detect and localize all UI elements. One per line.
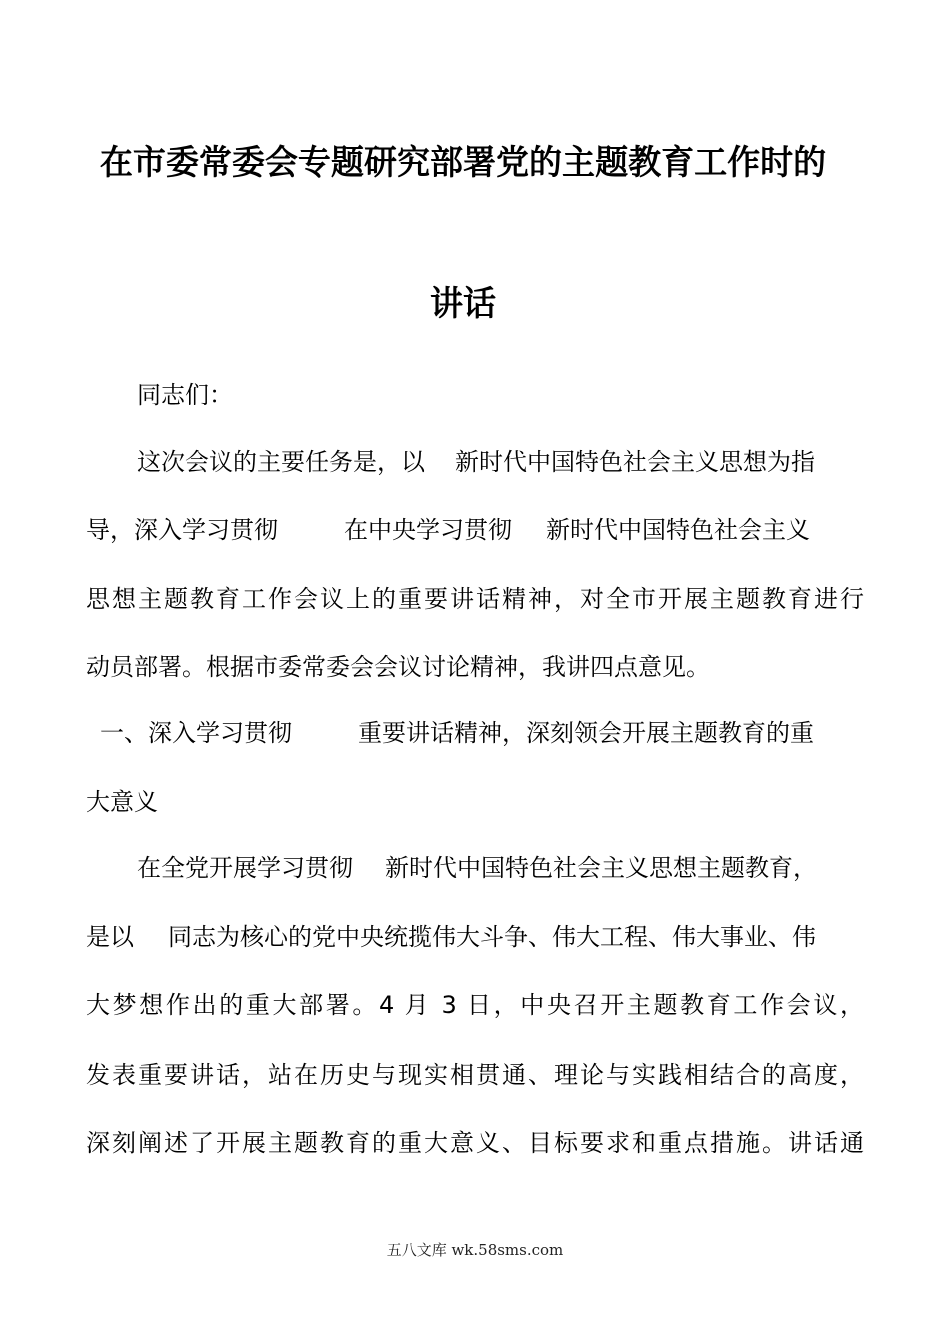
salutation: 同志们：: [137, 381, 233, 409]
document-title-line-2: 讲话: [429, 284, 497, 324]
paragraph-2-line-1-part-b: 新时代中国特色社会主义思想主题教育，: [385, 854, 817, 882]
paragraph-1-line-2-part-a: 导，深入学习贯彻: [86, 516, 278, 544]
section-heading-1-line-1: [100, 718, 814, 748]
paragraph-1-line-2-part-c: 新时代中国特色社会主义: [546, 516, 810, 544]
paragraph-1-line-3: 思想主题教育工作会议上的重要讲话精神，对全市开展主题教育进行: [86, 585, 864, 613]
paragraph-1-line-1-part-b: 新时代中国特色社会主义思想为指: [455, 448, 815, 476]
paragraph-2-line-5: 深刻阐述了开展主题教育的重大意义、目标要求和重点措施。讲话通: [86, 1129, 864, 1157]
paragraph-2-line-2-part-b: 同志为核心的党中央统揽伟大斗争、伟大工程、伟大事业、伟: [168, 923, 816, 951]
paragraph-1-line-1: [137, 447, 815, 477]
paragraph-2-line-2: [86, 922, 816, 952]
section-heading-1-part-b: 重要讲话精神，深刻领会开展主题教育的重: [358, 719, 814, 747]
paragraph-2-line-1-part-a: 在全党开展学习贯彻: [137, 854, 353, 882]
document-title-line-1: 在市委常委会专题研究部署党的主题教育工作时的: [99, 143, 827, 183]
paragraph-2-line-2-part-a: 是以: [86, 923, 134, 951]
paragraph-2-line-1: [137, 853, 817, 883]
section-heading-1-part-a: 一、深入学习贯彻: [100, 719, 292, 747]
section-heading-1-line-2: 大意义: [86, 788, 158, 816]
paragraph-2-line-4: 发表重要讲话，站在历史与现实相贯通、理论与实践相结合的高度，: [86, 1061, 864, 1089]
paragraph-1-line-2: [86, 515, 810, 545]
paragraph-1-line-4: 动员部署。根据市委常委会会议讨论精神，我讲四点意见。: [86, 653, 710, 681]
footer-watermark: 五八文库 wk.58sms.com: [386, 1241, 564, 1259]
paragraph-2-line-3: 大梦想作出的重大部署。4 月 3 日，中央召开主题教育工作会议，: [86, 991, 864, 1019]
paragraph-1-line-2-part-b: 在中央学习贯彻: [344, 516, 512, 544]
paragraph-1-line-1-part-a: 这次会议的主要任务是，以: [137, 448, 425, 476]
